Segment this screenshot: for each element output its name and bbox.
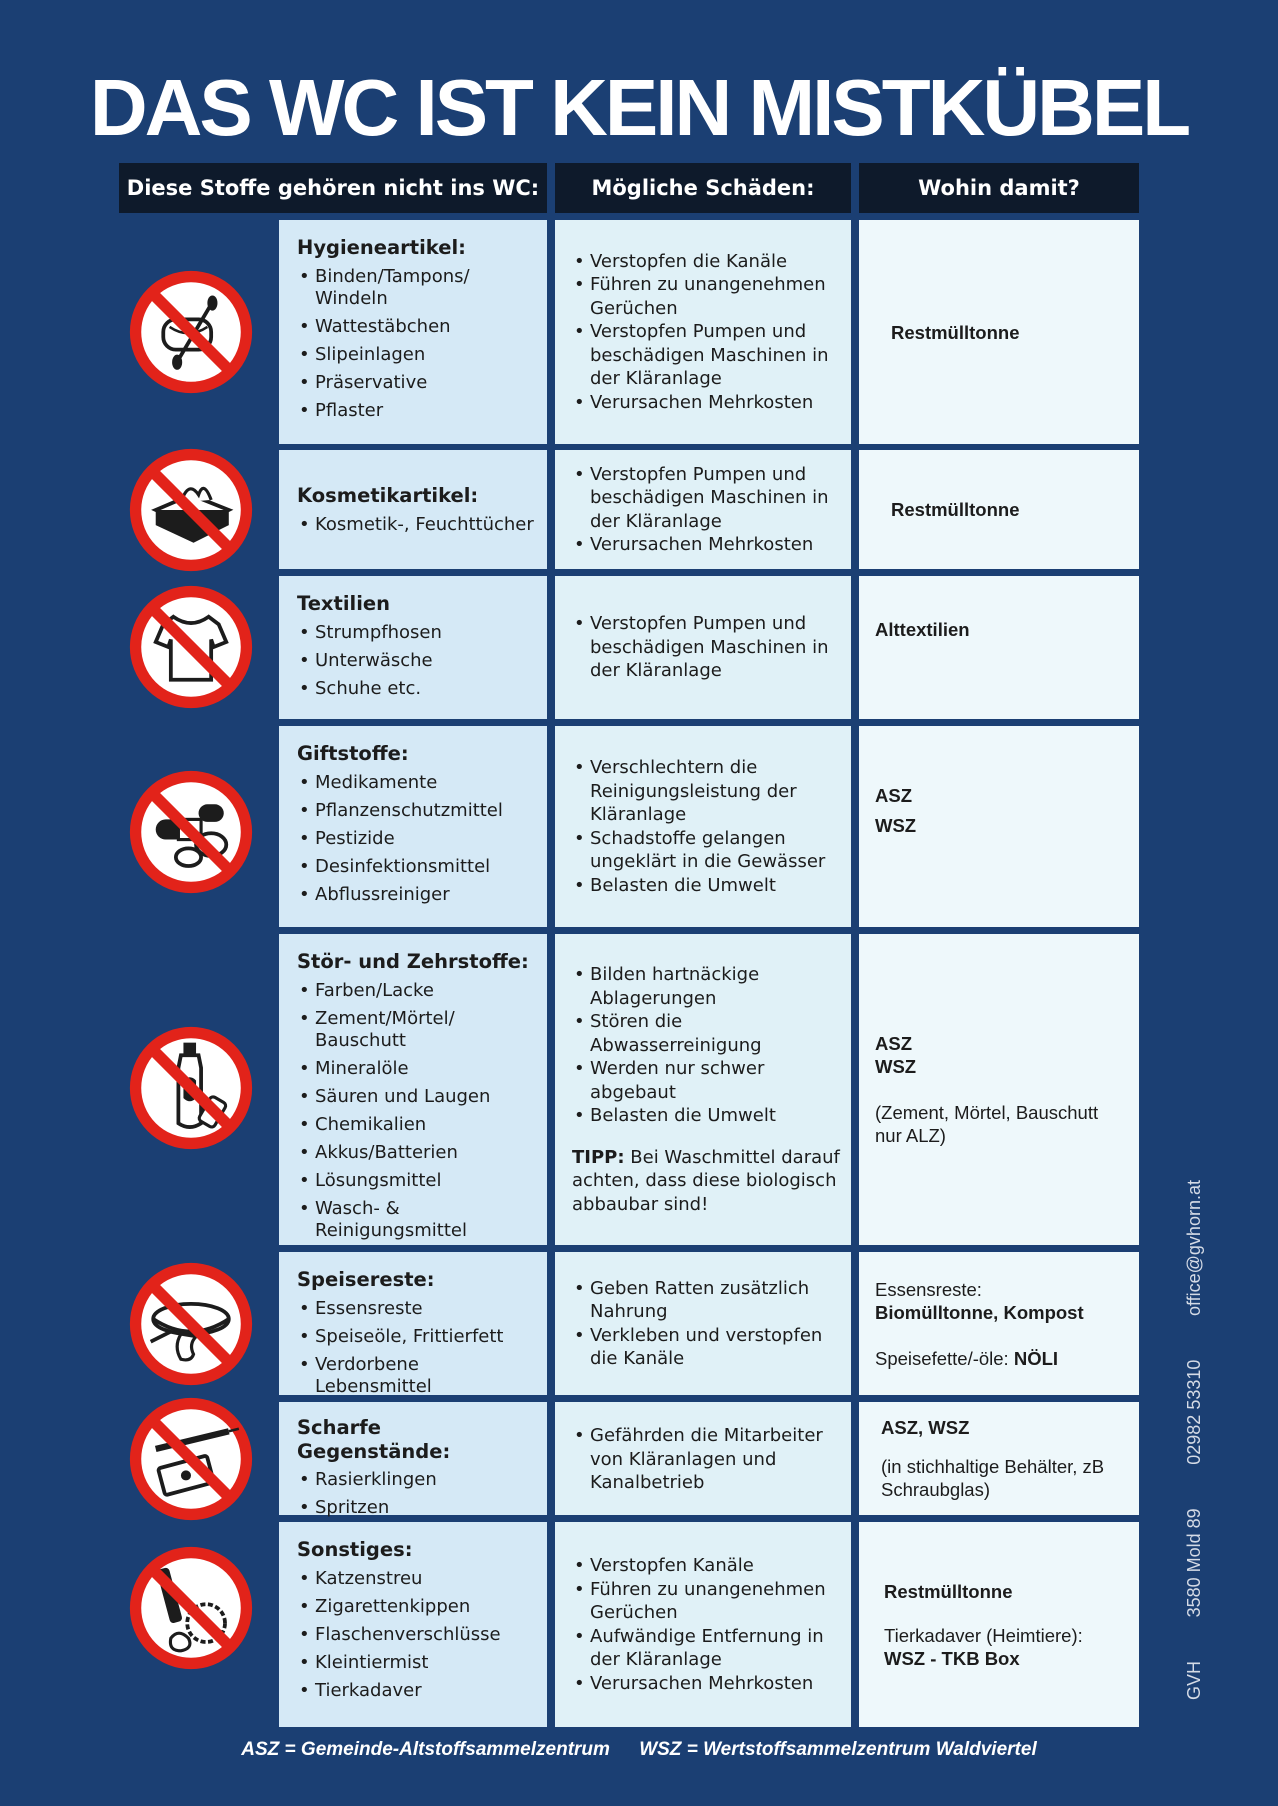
header-damages: Mögliche Schäden: [555,163,851,213]
header-destination: Wohin damit? [859,163,1139,213]
contact-org: GVH [1184,1660,1204,1700]
substances-cell [279,1522,547,1727]
razor-syringe-icon [128,1396,254,1522]
list-item: • Lösungsmittel [297,1170,537,1192]
poster-title: DAS WC IST KEIN MISTKÜBEL [89,63,1189,152]
list-item: • Pflanzenschutzmittel [297,800,537,822]
damages-cell [555,934,851,1245]
list-item: • Schadstoffe gelangen ungeklärt in die Gewässer [572,827,841,874]
damages-cell [555,450,851,569]
legend-asz: ASZ = Gemeinde-Altstoffsammelzentrum [241,1739,610,1760]
category-title: Textilien [297,592,390,615]
substances-cell [279,450,547,569]
destination-cell [859,726,1139,927]
destination-text: Restmülltonne [884,1580,1013,1602]
list-item: • Belasten die Umwelt [572,1104,841,1128]
chemical-bottle-icon [128,1025,254,1151]
list-item: • Farben/Lacke [297,980,537,1002]
destination-label: Speisefette/-öle: [875,1347,1014,1369]
cigarette-bottlecap-icon [128,1545,254,1671]
damages-cell [555,220,851,444]
table-row [0,934,1278,1245]
category-title: Kosmetikartikel: [297,484,479,507]
destination-value: NÖLI [1013,1347,1059,1369]
list-item: • Belasten die Umwelt [572,874,841,898]
list-item: • Verschlechtern die Reinigungsleistung der Kläranlage [572,756,841,827]
destination-note: (Zement, Mörtel, Bauschutt nur ALZ) [875,1102,1099,1146]
list-item: • Spritzen [297,1497,537,1519]
table-row [0,726,1278,927]
category-title: Sonstiges: [297,1538,413,1561]
list-item: • Essensreste [297,1298,537,1320]
destination-text: Restmülltonne [891,321,1020,343]
destination-cell [859,576,1139,719]
destination-text: WSZ [875,1056,917,1077]
list-item: • Werden nur schwer abgebaut [572,1057,841,1104]
pills-icon [128,769,254,895]
destination-text: WSZ [875,815,917,836]
list-item: • Slipeinlagen [297,344,537,366]
list-item: • Chemikalien [297,1114,537,1136]
destination-note: (in stichhaltige Behälter, zB Schraubglas) [881,1456,1105,1500]
list-item: • Mineralöle [297,1058,537,1080]
list-item: • Stören die Abwasserreinigung [572,1010,841,1057]
list-item: • Geben Ratten zusätzlich Nahrung [572,1277,841,1324]
tip-label: TIPP: [572,1146,625,1168]
table-row [0,220,1278,444]
list-item: • Abflussreiniger [297,884,537,906]
list-item: • Verstopfen die Kanäle [572,250,841,274]
legend-wsz: WSZ = Wertstoffsammelzentrum Waldviertel [639,1739,1037,1760]
list-item: • Führen zu unangenehmen Gerüchen [572,1578,841,1625]
list-item: • Verkleben und verstopfen die Kanäle [572,1324,841,1371]
damages-cell [555,1252,851,1395]
category-title: Stör- und Zehrstoffe: [297,950,529,973]
list-item: • Pflaster [297,400,537,422]
list-item: • Zigarettenkippen [297,1596,537,1618]
table-row [0,1522,1278,1727]
contact-email[interactable]: office@gvhorn.at [1184,1180,1204,1317]
destination-cell [859,1252,1139,1395]
list-item: • Speiseöle, Frittierfett [297,1326,537,1348]
list-item: • Pestizide [297,828,537,850]
list-item: • Verstopfen Kanäle [572,1554,841,1578]
tshirt-icon [128,584,254,710]
list-item: • Katzenstreu [297,1568,537,1590]
destination-cell [859,1522,1139,1727]
destination-text: Alttextilien [875,619,970,640]
list-item: • Präservative [297,372,537,394]
category-title: Speisereste: [297,1268,435,1291]
destination-text: Biomülltonne, Kompost [875,1301,1084,1323]
destination-note: Tierkadaver (Heimtiere): [884,1624,1083,1646]
list-item: • Zement/Mörtel/ Bauschutt [297,1008,537,1052]
list-item: • Akkus/Batterien [297,1142,537,1164]
table-row [0,1252,1278,1395]
list-item: • Säuren und Laugen [297,1086,537,1108]
list-item: • Medikamente [297,772,537,794]
list-item: • Binden/Tampons/ Windeln [297,266,537,310]
damages-cell [555,576,851,719]
list-item: • Verstopfen Pumpen und beschädigen Maschinen in der Kläranlage [572,612,841,683]
list-item: • Wattestäbchen [297,316,537,338]
list-item: • Strumpfhosen [297,622,537,644]
list-item: • Verursachen Mehrkosten [572,533,841,557]
list-item: • Kosmetik-, Feuchttücher [297,514,537,536]
food-scraps-icon [128,1261,254,1387]
table-row [0,1402,1278,1518]
destination-text: ASZ, WSZ [881,1417,970,1438]
list-item: • Flaschenverschlüsse [297,1624,537,1646]
destination-text: ASZ [875,785,912,806]
destination-text: Essensreste: [875,1278,982,1300]
header-substances: Diese Stoffe gehören nicht ins WC: [119,163,547,213]
table-row [0,576,1278,719]
substances-cell [279,934,547,1245]
list-item: • Kleintiermist [297,1652,537,1674]
substances-cell [279,576,547,719]
footer-legend [0,1739,1278,1761]
list-item: • Verursachen Mehrkosten [572,1672,841,1696]
destination-text: Restmülltonne [891,499,1020,520]
substances-cell [279,726,547,927]
tip-text [572,1146,841,1217]
destination-cell [859,1402,1139,1515]
list-item: • Verstopfen Pumpen und beschädigen Maschinen in der Kläranlage [572,463,841,534]
list-item: • Verdorbene Lebensmittel [297,1354,537,1398]
tip-body: Bei Waschmittel darauf achten, dass diese biologisch abbaubar sind! [572,1146,840,1215]
damages-cell [555,1522,851,1727]
wet-wipes-box-icon [128,447,254,573]
list-item: • Wasch- & Reinigungsmittel [297,1198,537,1242]
list-item: • Tierkadaver [297,1680,537,1702]
category-title: Hygieneartikel: [297,236,466,259]
list-item: • Verursachen Mehrkosten [572,391,841,415]
list-item: • Unterwäsche [297,650,537,672]
list-item: • Desinfektionsmittel [297,856,537,878]
category-title: Giftstoffe: [297,742,409,765]
list-item: • Gefährden die Mitarbeiter von Kläranlagen und Kanalbetrieb [572,1424,841,1495]
list-item: • Schuhe etc. [297,678,537,700]
destination-text: ASZ [875,1033,912,1054]
table-row [0,450,1278,569]
category-title: Scharfe Gegenstände: [297,1416,451,1463]
substances-cell [279,220,547,444]
list-item: • Rasierklingen [297,1469,537,1491]
destination-text: WSZ - TKB Box [884,1647,1020,1669]
destination-text [875,1347,1129,1370]
contact-phone: 02982 53310 [1184,1359,1204,1465]
cotton-swab-pad-icon [128,269,254,395]
contact-address: 3580 Mold 89 [1184,1508,1204,1618]
substances-cell [279,1252,547,1395]
destination-cell [859,220,1139,444]
destination-cell [859,934,1139,1245]
damages-cell [555,726,851,927]
list-item: • Führen zu unangenehmen Gerüchen [572,273,841,320]
list-item: • Bilden hartnäckige Ablagerungen [572,963,841,1010]
list-item: • Aufwändige Entfernung in der Kläranlage [572,1625,841,1672]
substances-cell [279,1402,547,1518]
destination-cell [859,450,1139,569]
list-item: • Verstopfen Pumpen und beschädigen Maschinen in der Kläranlage [572,320,841,391]
damages-cell [555,1402,851,1515]
